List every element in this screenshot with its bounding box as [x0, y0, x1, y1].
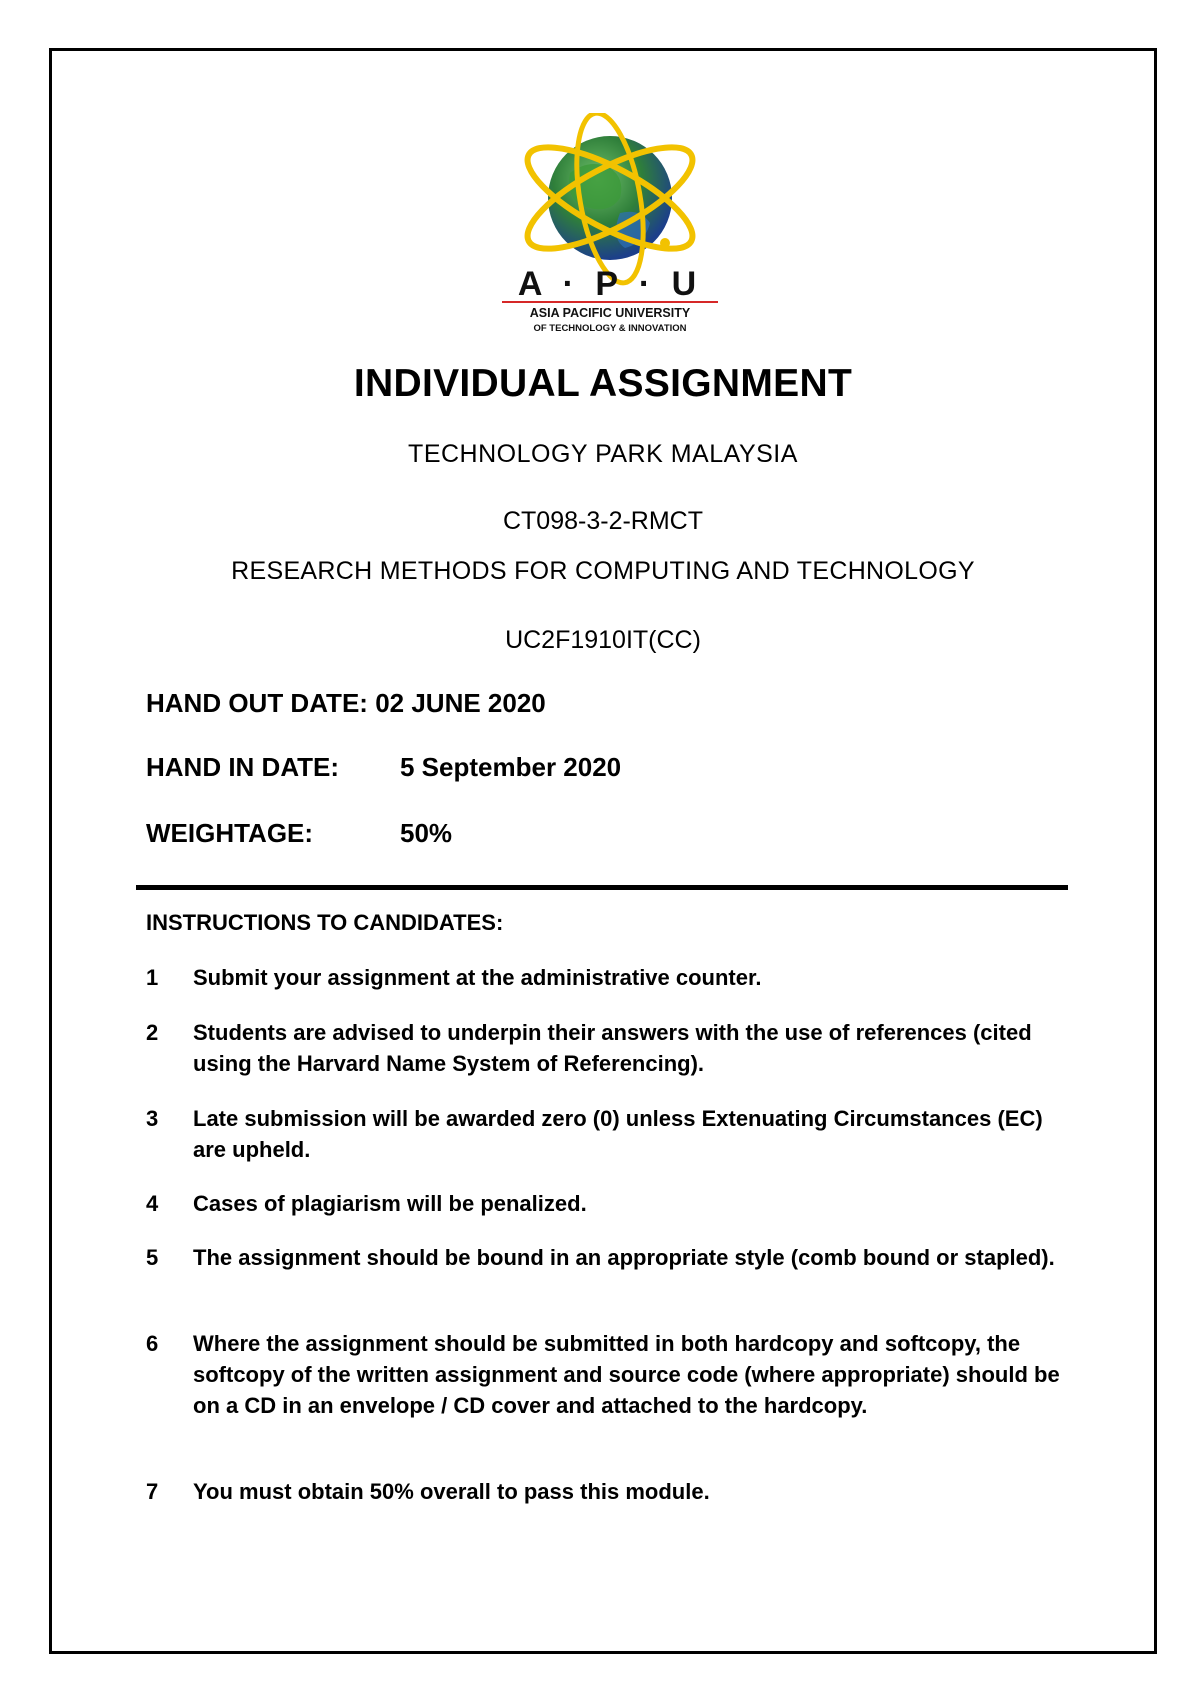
list-item-number: 4 — [146, 1191, 159, 1216]
campus-name: TECHNOLOGY PARK MALAYSIA — [408, 440, 798, 468]
list-item-number: 3 — [146, 1106, 159, 1131]
list-item-text: Late submission will be awarded zero (0) unless Extenuating Circumstances (EC) are upheld. — [193, 1106, 1043, 1162]
list-item-number: 7 — [146, 1479, 159, 1504]
list-item-number: 2 — [146, 1020, 159, 1045]
section-divider — [136, 885, 1068, 890]
intake-code: UC2F1910IT(CC) — [505, 626, 701, 654]
weightage-value: 50% — [400, 818, 453, 848]
weightage-label: WEIGHTAGE: — [146, 818, 314, 848]
instructions-heading: INSTRUCTIONS TO CANDIDATES: — [146, 910, 504, 935]
page-title: INDIVIDUAL ASSIGNMENT — [353, 362, 853, 405]
module-code: CT098-3-2-RMCT — [502, 507, 704, 535]
hand-out-date-value: 02 JUNE 2020 — [375, 688, 546, 718]
list-item-number: 5 — [146, 1245, 159, 1270]
module-name: RESEARCH METHODS FOR COMPUTING AND TECHNOLOGY — [231, 557, 975, 585]
apu-logo — [490, 113, 730, 338]
list-item-text: Students are advised to underpin their answers with the use of references (cited using the Harvard Name System of Referencing). — [193, 1020, 1032, 1076]
list-item-text: The assignment should be bound in an appropriate style (comb bound or stapled). — [193, 1245, 1055, 1270]
list-item-text: Cases of plagiarism will be penalized. — [193, 1191, 587, 1216]
hand-out-date-label: HAND OUT DATE: — [146, 688, 368, 718]
weightage-row — [146, 818, 746, 849]
list-item-number: 6 — [146, 1331, 159, 1356]
logo-university-subtitle: OF TECHNOLOGY & INNOVATION — [533, 323, 687, 334]
list-item-text: Where the assignment should be submitted in both hardcopy and softcopy, the softcopy of the written assignment and source code (where appropriate) should be on a CD in an envelope / CD cover and attached to the hardcopy. — [193, 1331, 1060, 1418]
hand-in-date-row — [146, 752, 746, 783]
list-item-text: Submit your assignment at the administrative counter. — [193, 965, 762, 990]
list-item-number: 1 — [146, 965, 159, 990]
logo-university-name: ASIA PACIFIC UNIVERSITY — [529, 306, 691, 320]
hand-in-date-value: 5 September 2020 — [400, 752, 622, 782]
logo-letters: A · P · U — [517, 265, 703, 303]
hand-in-date-label: HAND IN DATE: — [146, 752, 340, 782]
list-item-text: You must obtain 50% overall to pass this module. — [193, 1479, 710, 1504]
hand-out-date-row — [146, 688, 546, 719]
